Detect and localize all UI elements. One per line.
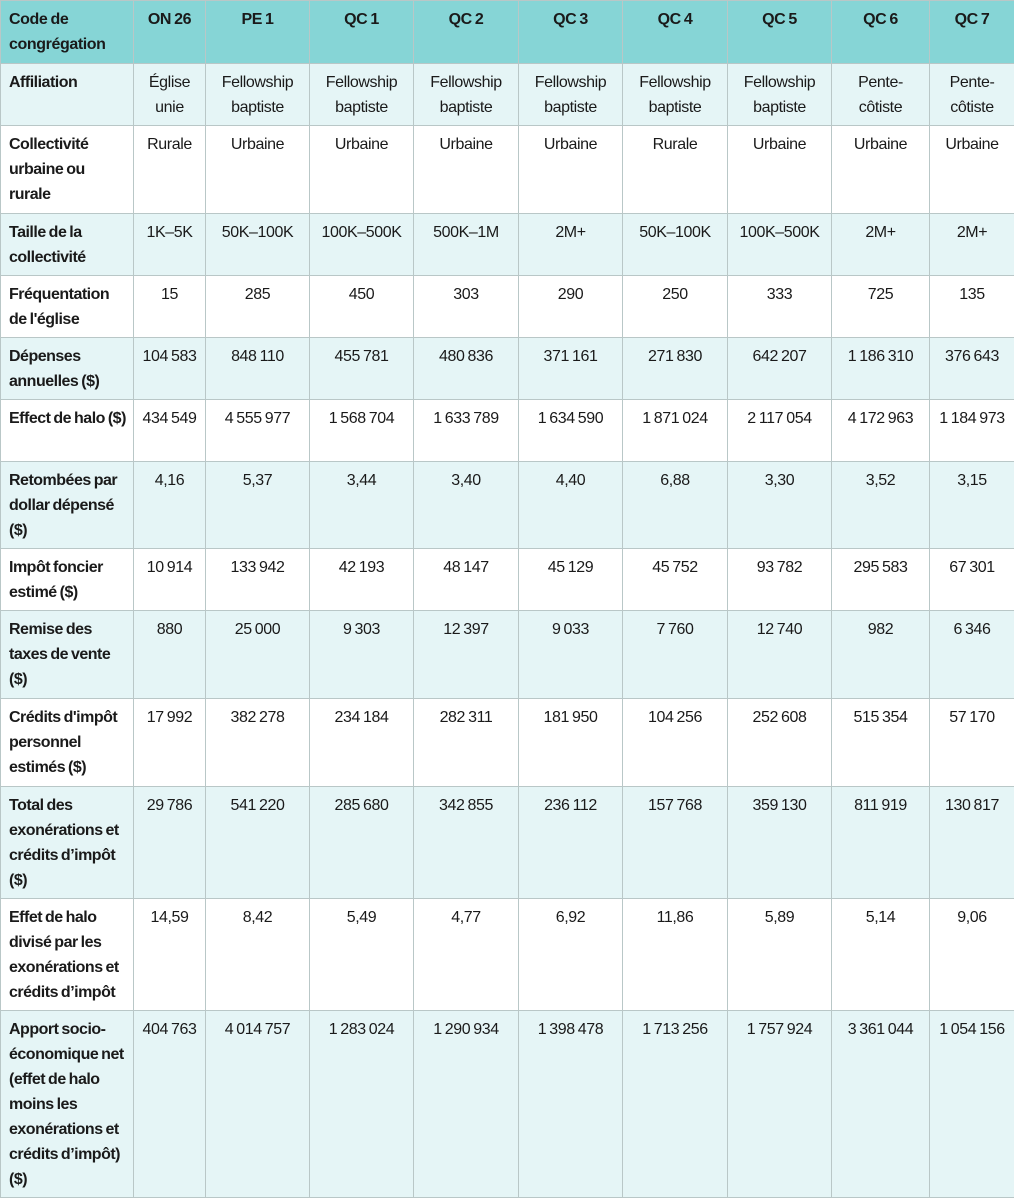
table-row	[1, 276, 1014, 338]
table-cell: 1 054 156	[930, 1011, 1014, 1198]
table-cell: 303	[414, 276, 519, 338]
table-cell: 57 170	[930, 699, 1014, 787]
table-cell: 4 555 977	[206, 400, 310, 462]
table-cell: 404 763	[134, 1011, 206, 1198]
table-cell: 157 768	[623, 787, 728, 899]
table-row	[1, 699, 1014, 787]
table-cell: 12 397	[414, 611, 519, 699]
header-label: Code de congrégation	[1, 1, 134, 64]
table-cell: Urbaine	[728, 126, 832, 214]
row-label: Impôt foncier estimé ($)	[1, 549, 134, 611]
table-row	[1, 64, 1014, 126]
table-cell: Fellowship baptiste	[414, 64, 519, 126]
table-cell: 1 757 924	[728, 1011, 832, 1198]
table-cell: 8,42	[206, 899, 310, 1011]
table-cell: 642 207	[728, 338, 832, 400]
table-cell: 50K–100K	[623, 214, 728, 276]
row-label: Remise des taxes de vente ($)	[1, 611, 134, 699]
header-col: QC 3	[519, 1, 623, 64]
table-cell: 1 186 310	[832, 338, 930, 400]
header-col: QC 5	[728, 1, 832, 64]
table-cell: Urbaine	[206, 126, 310, 214]
table-cell: 1 871 024	[623, 400, 728, 462]
table-row	[1, 787, 1014, 899]
table-cell: 282 311	[414, 699, 519, 787]
table-cell: 295 583	[832, 549, 930, 611]
table-cell: 3,52	[832, 462, 930, 549]
table-row	[1, 338, 1014, 400]
table-cell: Fellowship baptiste	[728, 64, 832, 126]
table-row	[1, 549, 1014, 611]
table-cell: 1 398 478	[519, 1011, 623, 1198]
table-cell: 14,59	[134, 899, 206, 1011]
table-cell: Urbaine	[414, 126, 519, 214]
table-cell: 2 117 054	[728, 400, 832, 462]
table-cell: 29 786	[134, 787, 206, 899]
table-cell: 725	[832, 276, 930, 338]
table-cell: 236 112	[519, 787, 623, 899]
table-cell: 5,37	[206, 462, 310, 549]
table-cell: Pente- côtiste	[930, 64, 1014, 126]
table-cell: 5,14	[832, 899, 930, 1011]
table-cell: 371 161	[519, 338, 623, 400]
row-label: Retombées par dollar dépensé ($)	[1, 462, 134, 549]
row-label: Fréquentation de l'église	[1, 276, 134, 338]
table-cell: 480 836	[414, 338, 519, 400]
table-cell: Fellowship baptiste	[310, 64, 414, 126]
table-cell: 6 346	[930, 611, 1014, 699]
table-cell: 6,88	[623, 462, 728, 549]
table-cell: Urbaine	[832, 126, 930, 214]
row-label: Effet de halo divisé par les exonérations et crédits d’impôt	[1, 899, 134, 1011]
table-cell: 515 354	[832, 699, 930, 787]
table-cell: 450	[310, 276, 414, 338]
table-row	[1, 462, 1014, 549]
header-col: QC 4	[623, 1, 728, 64]
table-cell: 3,15	[930, 462, 1014, 549]
table-row	[1, 126, 1014, 214]
table-cell: 4 172 963	[832, 400, 930, 462]
table-cell: 50K–100K	[206, 214, 310, 276]
table-cell: 2M+	[519, 214, 623, 276]
header-col: QC 1	[310, 1, 414, 64]
table-row	[1, 1011, 1014, 1198]
table-cell: 250	[623, 276, 728, 338]
table-cell: 133 942	[206, 549, 310, 611]
table-cell: 3,44	[310, 462, 414, 549]
header-col: ON 26	[134, 1, 206, 64]
row-label: Effect de halo ($)	[1, 400, 134, 462]
table-cell: 252 608	[728, 699, 832, 787]
table-cell: 5,89	[728, 899, 832, 1011]
table-cell: 880	[134, 611, 206, 699]
table-cell: 290	[519, 276, 623, 338]
table-cell: 333	[728, 276, 832, 338]
table-cell: Pente- côtiste	[832, 64, 930, 126]
table-cell: 1 713 256	[623, 1011, 728, 1198]
table-cell: 104 583	[134, 338, 206, 400]
table-cell: 1 290 934	[414, 1011, 519, 1198]
table-cell: 7 760	[623, 611, 728, 699]
table-cell: 234 184	[310, 699, 414, 787]
row-label: Crédits d'impôt personnel estimés ($)	[1, 699, 134, 787]
table-row	[1, 400, 1014, 462]
table-cell: 376 643	[930, 338, 1014, 400]
table-cell: 9,06	[930, 899, 1014, 1011]
table-cell: Urbaine	[930, 126, 1014, 214]
row-label: Collectivité urbaine ou rurale	[1, 126, 134, 214]
table-cell: 1 283 024	[310, 1011, 414, 1198]
header-col: QC 6	[832, 1, 930, 64]
table-cell: 42 193	[310, 549, 414, 611]
table-cell: 10 914	[134, 549, 206, 611]
row-label: Taille de la collectivité	[1, 214, 134, 276]
table-cell: 3,30	[728, 462, 832, 549]
table-cell: 3 361 044	[832, 1011, 930, 1198]
table-cell: 1K–5K	[134, 214, 206, 276]
table-cell: Fellowship baptiste	[623, 64, 728, 126]
table-cell: Fellowship baptiste	[206, 64, 310, 126]
table-cell: 100K–500K	[310, 214, 414, 276]
table-cell: 15	[134, 276, 206, 338]
table-cell: Rurale	[623, 126, 728, 214]
header-col: QC 2	[414, 1, 519, 64]
table-cell: 181 950	[519, 699, 623, 787]
table-cell: 434 549	[134, 400, 206, 462]
row-label: Dépenses annuelles ($)	[1, 338, 134, 400]
table-cell: 1 633 789	[414, 400, 519, 462]
table-cell: 45 752	[623, 549, 728, 611]
header-col: QC 7	[930, 1, 1014, 64]
table-cell: 2M+	[930, 214, 1014, 276]
table-cell: 9 303	[310, 611, 414, 699]
row-label: Affiliation	[1, 64, 134, 126]
header-col: PE 1	[206, 1, 310, 64]
table-cell: 5,49	[310, 899, 414, 1011]
table-cell: 17 992	[134, 699, 206, 787]
table-cell: 271 830	[623, 338, 728, 400]
table-cell: 359 130	[728, 787, 832, 899]
table-cell: 1 184 973	[930, 400, 1014, 462]
table-cell: 285 680	[310, 787, 414, 899]
table-cell: 45 129	[519, 549, 623, 611]
table-row	[1, 611, 1014, 699]
table-cell: 25 000	[206, 611, 310, 699]
table-cell: 382 278	[206, 699, 310, 787]
table-cell: 848 110	[206, 338, 310, 400]
table-row	[1, 899, 1014, 1011]
table-cell: 982	[832, 611, 930, 699]
table-cell: 1 568 704	[310, 400, 414, 462]
row-label: Apport socio-économique net (effet de halo moins les exonérations et crédits d’impôt) ($)	[1, 1011, 134, 1198]
table-cell: 4,40	[519, 462, 623, 549]
table-cell: 3,40	[414, 462, 519, 549]
table-cell: Urbaine	[519, 126, 623, 214]
table-cell: Église unie	[134, 64, 206, 126]
table-cell: 811 919	[832, 787, 930, 899]
table-row	[1, 214, 1014, 276]
table-cell: Urbaine	[310, 126, 414, 214]
table-cell: 4,77	[414, 899, 519, 1011]
table-cell: 1 634 590	[519, 400, 623, 462]
table-cell: 541 220	[206, 787, 310, 899]
table-cell: 130 817	[930, 787, 1014, 899]
table-cell: 135	[930, 276, 1014, 338]
table-cell: 93 782	[728, 549, 832, 611]
table-cell: 11,86	[623, 899, 728, 1011]
table-cell: 4 014 757	[206, 1011, 310, 1198]
table-cell: 67 301	[930, 549, 1014, 611]
table-cell: 342 855	[414, 787, 519, 899]
table-cell: Fellowship baptiste	[519, 64, 623, 126]
table-cell: 455 781	[310, 338, 414, 400]
table-cell: 4,16	[134, 462, 206, 549]
table-cell: 500K–1M	[414, 214, 519, 276]
table-cell: 100K–500K	[728, 214, 832, 276]
table-cell: 285	[206, 276, 310, 338]
table-cell: Rurale	[134, 126, 206, 214]
table-cell: 104 256	[623, 699, 728, 787]
header-row	[1, 1, 1014, 64]
table-cell: 9 033	[519, 611, 623, 699]
table-cell: 2M+	[832, 214, 930, 276]
table-cell: 48 147	[414, 549, 519, 611]
table-cell: 6,92	[519, 899, 623, 1011]
row-label: Total des exonérations et crédits d’impôt ($)	[1, 787, 134, 899]
table-cell: 12 740	[728, 611, 832, 699]
